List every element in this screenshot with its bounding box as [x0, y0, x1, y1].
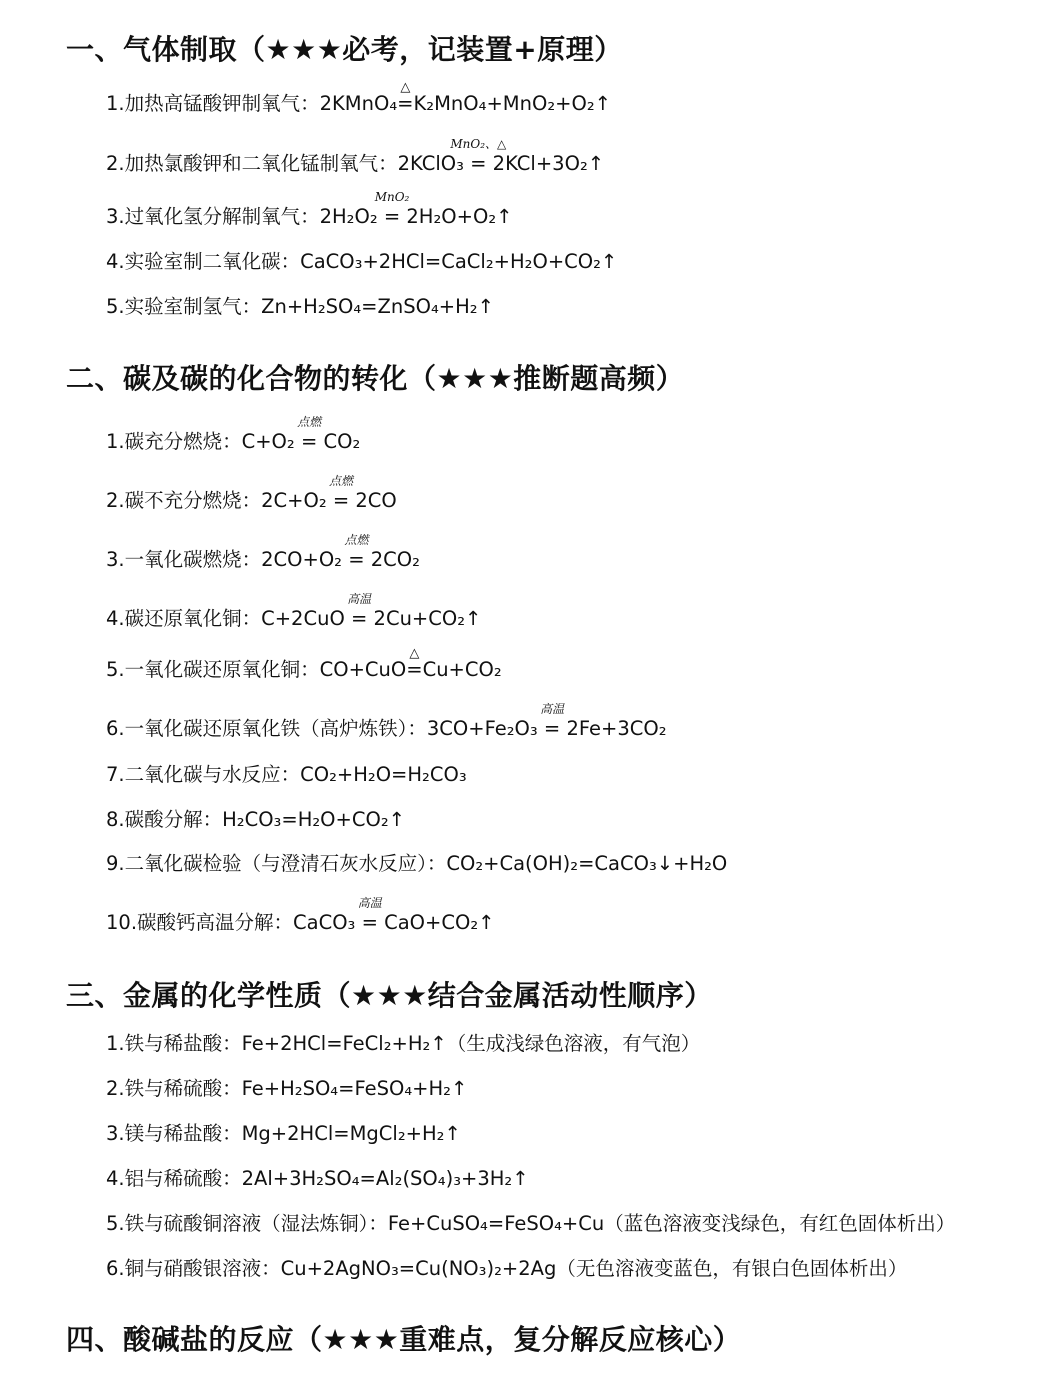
- equation-row: [106, 1167, 529, 1191]
- equation-row: [106, 80, 611, 116]
- condition-label: △: [409, 646, 420, 661]
- section-title-gas: 一、气体制取（★★★必考，记装置+原理）: [66, 33, 623, 66]
- condition-label: MnO₂: [374, 190, 410, 204]
- section-title-acid-base-salt: 四、酸碱盐的反应（★★★重难点，复分解反应核心）: [66, 1323, 742, 1356]
- equation-row: [106, 533, 420, 572]
- equation-text: 7.二氧化碳与水反应：CO₂+H₂O=H₂CO₃: [106, 763, 467, 786]
- reaction-condition: [450, 137, 507, 176]
- equation-text: 3.镁与稀盐酸：Mg+2HCl=MgCl₂+H₂↑: [106, 1122, 461, 1145]
- equation-row: [106, 1122, 461, 1146]
- equation-row: [106, 702, 667, 741]
- reaction-condition: [347, 592, 372, 631]
- equation-left: 5.一氧化碳还原氧化铜：CO+CuO: [106, 658, 407, 681]
- section-title-metal: 三、金属的化学性质（★★★结合金属活动性顺序）: [66, 979, 713, 1012]
- equation-text: 2.铁与稀硫酸：Fe+H₂SO₄=FeSO₄+H₂↑: [106, 1077, 468, 1100]
- condition-label: 点燃: [297, 415, 322, 429]
- equation-row: [106, 474, 397, 513]
- equals-sign: =: [361, 911, 378, 934]
- equation-right: CO₂: [317, 430, 361, 453]
- equation-right: 2CO₂: [364, 548, 420, 571]
- equation-right: 2H₂O+O₂↑: [400, 205, 513, 228]
- reaction-condition: [406, 646, 423, 682]
- equation-right: 2Fe+3CO₂: [560, 717, 667, 740]
- equation-row: [106, 646, 502, 682]
- equation-row: [106, 808, 405, 832]
- condition-label: 高温: [347, 592, 372, 606]
- condition-label: MnO₂、△: [450, 137, 507, 151]
- equation-row: [106, 190, 513, 229]
- equation-text: 9.二氧化碳检验（与澄清石灰水反应）：CO₂+Ca(OH)₂=CaCO₃↓+H₂O: [106, 852, 728, 875]
- equation-right: 2CO: [349, 489, 397, 512]
- equals-sign: =: [406, 658, 423, 681]
- equation-row: [106, 1257, 907, 1281]
- equation-row: [106, 592, 482, 631]
- equals-sign: =: [383, 205, 401, 228]
- equals-sign: =: [543, 717, 561, 740]
- equation-row: [106, 852, 727, 876]
- equation-text: 4.铝与稀硫酸：2Al+3H₂SO₄=Al₂(SO₄)₃+3H₂↑: [106, 1167, 529, 1190]
- equation-row: [106, 896, 495, 935]
- condition-label: 高温: [540, 702, 565, 716]
- equation-left: 3.过氧化氢分解制氧气：2H₂O₂: [106, 205, 384, 228]
- equation-left: 1.加热高锰酸钾制氧气：2KMnO₄: [106, 92, 398, 115]
- equals-sign: =: [300, 430, 318, 453]
- equation-text: 1.铁与稀盐酸：Fe+2HCl=FeCl₂+H₂↑（生成浅绿色溶液，有气泡）: [106, 1032, 701, 1055]
- equation-left: 3.一氧化碳燃烧：2CO+O₂: [106, 548, 349, 571]
- reaction-condition: [374, 190, 410, 229]
- section-title-carbon: 二、碳及碳的化合物的转化（★★★推断题高频）: [66, 362, 685, 395]
- equation-left: 10.碳酸钙高温分解：CaCO₃: [106, 911, 362, 934]
- equation-left: 4.碳还原氧化铜：C+2CuO: [106, 607, 351, 630]
- equation-row: [106, 1212, 955, 1236]
- equation-text: 4.实验室制二氧化碳：CaCO₃+2HCl=CaCl₂+H₂O+CO₂↑: [106, 250, 618, 273]
- equals-sign: =: [470, 152, 487, 175]
- equation-text: 6.铜与硝酸银溶液：Cu+2AgNO₃=Cu(NO₃)₂+2Ag（无色溶液变蓝色，有银白色固体析出）: [106, 1257, 908, 1280]
- equation-right: Cu+CO₂: [422, 658, 502, 681]
- equation-right: 2Cu+CO₂↑: [367, 607, 482, 630]
- equation-row: [106, 1077, 467, 1101]
- condition-label: 点燃: [329, 474, 354, 488]
- equals-sign: =: [332, 489, 350, 512]
- equation-row: [106, 415, 361, 454]
- condition-label: 高温: [357, 896, 382, 910]
- equation-row: [106, 763, 467, 787]
- equation-left: 2.加热氯酸钾和二氧化锰制氧气：2KClO₃: [106, 152, 471, 175]
- condition-label: △: [400, 80, 411, 95]
- reaction-condition: [297, 415, 322, 454]
- reaction-condition: [397, 80, 414, 116]
- equation-right: 2KCl+3O₂↑: [486, 152, 605, 175]
- reaction-condition: [329, 474, 354, 513]
- equation-text: 5.实验室制氢气：Zn+H₂SO₄=ZnSO₄+H₂↑: [106, 295, 494, 318]
- equation-text: 8.碳酸分解：H₂CO₃=H₂O+CO₂↑: [106, 808, 405, 831]
- equation-text: 5.铁与硫酸铜溶液（湿法炼铜）：Fe+CuSO₄=FeSO₄+Cu（蓝色溶液变浅绿色，有红色固体析出）: [106, 1212, 956, 1235]
- equals-sign: =: [397, 92, 414, 115]
- condition-label: 点燃: [344, 533, 369, 547]
- equation-row: [106, 137, 605, 176]
- equation-row: [106, 1032, 700, 1056]
- equation-row: [106, 250, 617, 274]
- equation-left: 2.碳不充分燃烧：2C+O₂: [106, 489, 333, 512]
- reaction-condition: [540, 702, 565, 741]
- equation-right: CaO+CO₂↑: [377, 911, 495, 934]
- reaction-condition: [357, 896, 382, 935]
- equation-left: 1.碳充分燃烧：C+O₂: [106, 430, 301, 453]
- equation-row: [106, 295, 494, 319]
- equation-right: K₂MnO₄+MnO₂+O₂↑: [413, 92, 611, 115]
- equation-left: 6.一氧化碳还原氧化铁（高炉炼铁）：3CO+Fe₂O₃: [106, 717, 544, 740]
- equals-sign: =: [348, 548, 365, 571]
- reaction-condition: [344, 533, 369, 572]
- equals-sign: =: [351, 607, 368, 630]
